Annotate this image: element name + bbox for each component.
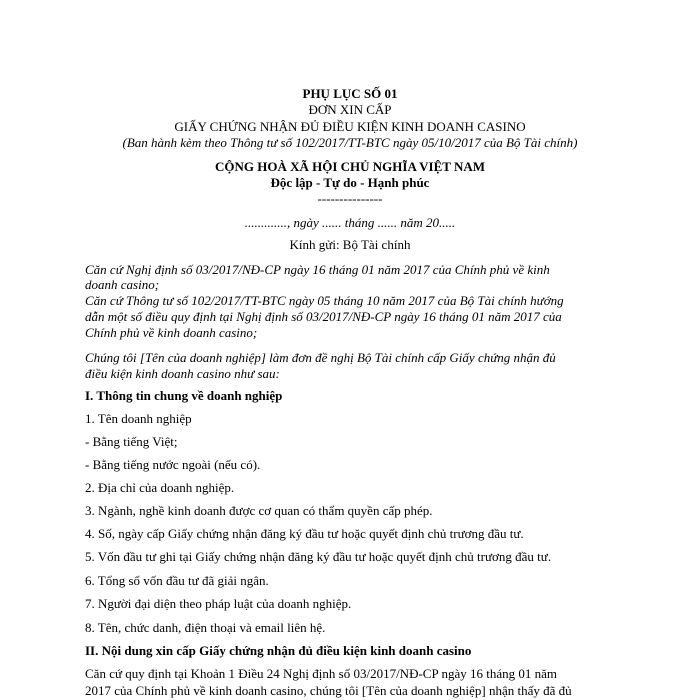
divider: --------------- [317, 191, 383, 206]
form-title: GIẤY CHỨNG NHẬN ĐỦ ĐIỀU KIỆN KINH DOANH CASINO [174, 119, 526, 134]
preamble-line-1: Căn cứ Nghị định số 03/2017/NĐ-CP ngày 16 tháng 01 năm 2017 của Chính phủ về kinh [85, 262, 550, 277]
date-line: ............., ngày ...... tháng ...... năm 20..... [244, 215, 456, 230]
list-item: 4. Số, ngày cấp Giấy chứng nhận đăng ký đầu tư hoặc quyết định chủ trương đầu tư. [85, 526, 524, 541]
section2-heading: II. Nội dung xin cấp Giấy chứng nhận đủ điều kiện kinh doanh casino [85, 643, 472, 658]
preamble-line-6: Chúng tôi [Tên của doanh nghiệp] làm đơn đề nghị Bộ Tài chính cấp Giấy chứng nhận đủ [85, 350, 556, 365]
appendix-title: PHỤ LỤC SỐ 01 [302, 86, 398, 101]
section2-line-1: Căn cứ quy định tại Khoản 1 Điều 24 Nghị định số 03/2017/NĐ-CP ngày 16 tháng 01 năm [85, 666, 557, 681]
list-item: - Bằng tiếng nước ngoài (nếu có). [85, 457, 261, 472]
list-item: 2. Địa chỉ của doanh nghiệp. [85, 480, 235, 495]
form-name: ĐƠN XIN CẤP [308, 102, 392, 117]
section2-line-2: 2017 của Chính phủ về kinh doanh casino, chúng tôi [Tên của doanh nghiệp] nhận thấy đã đủ [85, 683, 572, 698]
preamble-line-2: doanh casino; [85, 277, 160, 292]
preamble-line-7: điều kiện kinh doanh casino như sau: [85, 366, 280, 381]
preamble-line-4: dẫn một số điều quy định tại Nghị định số 03/2017/NĐ-CP ngày 16 tháng 01 năm 2017 của [85, 309, 562, 324]
list-item: 6. Tổng số vốn đầu tư đã giải ngân. [85, 573, 269, 588]
section1-heading: I. Thông tin chung về doanh nghiệp [85, 388, 283, 403]
preamble-line-3: Căn cứ Thông tư số 102/2017/TT-BTC ngày 05 tháng 10 năm 2017 của Bộ Tài chính hướng [85, 293, 564, 308]
preamble-line-5: Chính phủ về kinh doanh casino; [85, 325, 258, 340]
list-item: 1. Tên doanh nghiệp [85, 411, 192, 426]
recipient: Kính gửi: Bộ Tài chính [289, 237, 411, 252]
list-item: 7. Người đại diện theo pháp luật của doanh nghiệp. [85, 596, 352, 611]
list-item: 5. Vốn đầu tư ghi tại Giấy chứng nhận đăng ký đầu tư hoặc quyết định chủ trương đầu tư. [85, 549, 552, 564]
nation-title: CỘNG HOÀ XÃ HỘI CHỦ NGHĨA VIỆT NAM [214, 159, 486, 174]
motto: Độc lập - Tự do - Hạnh phúc [270, 175, 430, 190]
list-item: 3. Ngành, nghề kinh doanh được cơ quan có thẩm quyền cấp phép. [85, 503, 433, 518]
list-item: - Bằng tiếng Việt; [85, 434, 178, 449]
list-item: 8. Tên, chức danh, điện thoại và email liên hệ. [85, 620, 326, 635]
issued-note: (Ban hành kèm theo Thông tư số 102/2017/TT-BTC ngày 05/10/2017 của Bộ Tài chính) [122, 135, 578, 150]
